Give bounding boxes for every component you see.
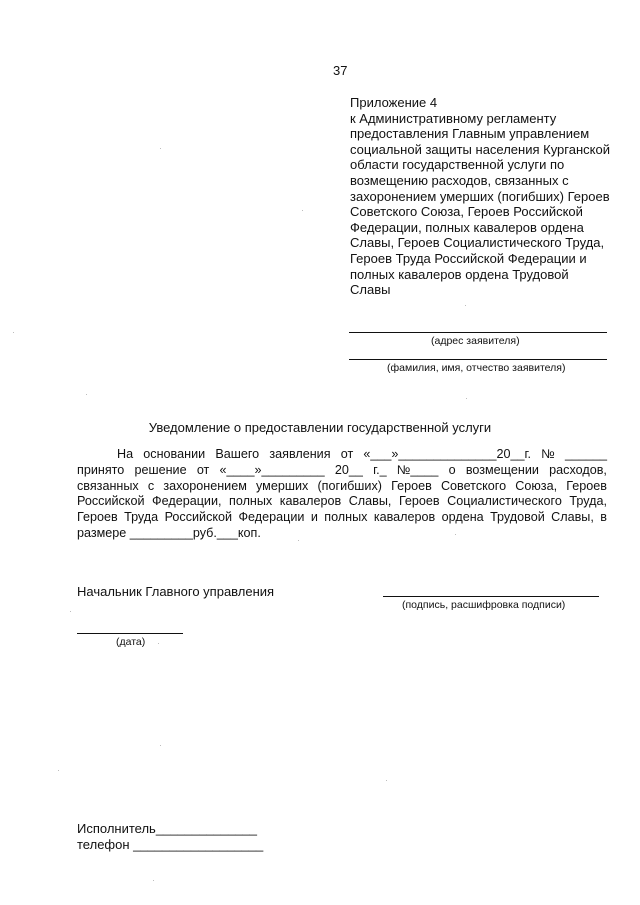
appendix-line: к Административному регламенту [350,110,557,126]
applicant-name-line [349,359,607,360]
appendix-line: полных кавалеров ордена Трудовой [350,266,569,282]
appendix-line: Славы, Героев Социалистического Труда, [350,235,605,251]
notice-body [77,447,607,542]
executor-label: Исполнитель______________ [77,821,258,836]
body-line: Российской Федерации, полных кавалеров Славы, Героев Социалистического Труда, [77,494,607,509]
body-line: На основании Вашего заявления от «___»______________20__г. № ______ [117,447,607,461]
appendix-line: Приложение 4 [350,95,438,110]
appendix-line: Советского Союза, Героев Российской [350,204,583,220]
appendix-line: захоронением умерших (погибших) Героев [350,188,610,204]
notice-title: Уведомление о предоставлении государственной услуги [148,420,492,435]
appendix-line: предоставления Главным управлением [350,126,590,142]
body-line: Героев Труда Российской Федерации и полных кавалеров ордена Трудовой Славы, в [77,510,607,525]
signature-line [383,596,599,597]
appendix-line: возмещению расходов, связанных с [350,172,569,188]
date-caption: (дата) [116,636,146,648]
body-line: связанных с захоронением умерших (погибших) Героев Советского Союза, Героев [77,478,607,493]
appendix-line: Федерации, полных кавалеров ордена [350,219,584,235]
appendix-line: Славы [350,282,391,298]
phone-label: телефон __________________ [77,837,264,852]
signature-caption: (подпись, расшифровка подписи) [402,599,566,611]
appendix-line: социальной защиты населения Курганской [350,141,610,157]
body-line: принято решение от «____»_________ 20__ г._ №____ о возмещении расходов, [77,462,607,477]
name-caption: (фамилия, имя, отчество заявителя) [387,362,566,374]
head-position-label: Начальник Главного управления [77,584,275,599]
body-line: размере _________руб.___коп. [77,525,261,540]
page-number: 37 [333,63,348,78]
appendix-line: Героев Труда Российской Федерации и [350,250,587,266]
date-line [77,633,183,634]
appendix-header [350,95,620,298]
address-caption: (адрес заявителя) [431,335,520,347]
appendix-line: области государственной услуги по [350,157,565,173]
applicant-address-line [349,332,607,333]
